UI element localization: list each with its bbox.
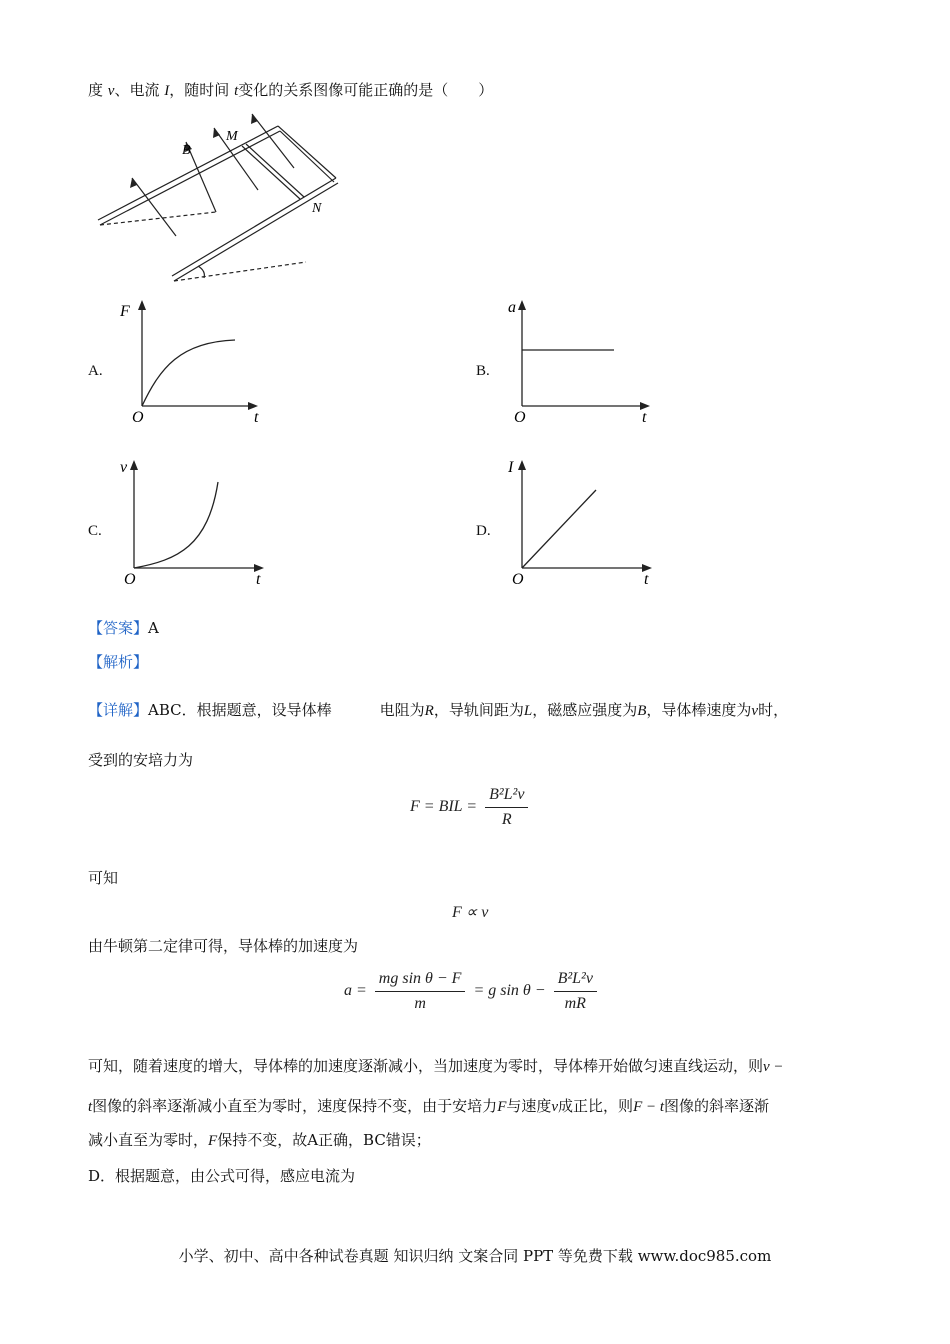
answer-tag: 【答案】: [88, 619, 149, 637]
detail-7c: 保持不变，故A正确，BC错误；: [217, 1131, 431, 1149]
analysis-line: [88, 652, 148, 672]
option-b-label: B.: [476, 363, 490, 379]
eq1-lhs: F = BIL =: [410, 798, 478, 816]
detail-line-6: [88, 1096, 769, 1117]
detail-line-5: [88, 1056, 784, 1077]
eq3-mid: = g sin θ −: [473, 982, 546, 1000]
label-m: M: [226, 129, 238, 144]
option-d-origin: O: [512, 571, 524, 588]
detail-7b: F: [208, 1133, 218, 1149]
detail-var-r: R: [424, 703, 434, 719]
q-text-4: 变化的关系图像可能正确的是（ ）: [238, 81, 494, 99]
detail-var-v: v: [751, 703, 759, 719]
equation-2: F ∝ v: [452, 904, 489, 921]
detail-1c: ，导轨间距为: [433, 701, 524, 719]
option-b-ylabel: a: [508, 299, 516, 316]
detail-6e: v: [551, 1099, 559, 1115]
eq3-denominator-1: m: [414, 995, 426, 1012]
equation-3: [344, 970, 601, 1013]
detail-6a: t: [88, 1099, 93, 1115]
option-d-ylabel: I: [508, 459, 514, 476]
option-c-origin: O: [124, 571, 136, 588]
label-n: N: [312, 201, 322, 216]
option-d-label: D.: [476, 523, 491, 539]
option-a-xlabel: t: [254, 409, 259, 426]
q-var-v: v: [107, 83, 115, 99]
q-text-2: 、电流: [114, 81, 160, 99]
detail-var-b: B: [637, 703, 647, 719]
option-d-xlabel: t: [644, 571, 649, 588]
eq3-denominator-2: mR: [564, 995, 586, 1012]
q-var-i: I: [164, 83, 170, 99]
equation-1: [410, 786, 532, 829]
label-b: B: [182, 143, 191, 158]
detail-5-end: v −: [763, 1059, 784, 1075]
detail-line-3: 可知: [88, 869, 119, 887]
detail-6f: 成正比，则: [558, 1097, 634, 1115]
option-c-graph: [118, 456, 268, 586]
detail-6h: 图像的斜率逐渐: [664, 1097, 770, 1115]
option-d-graph: [506, 456, 656, 586]
option-c-label: C.: [88, 523, 102, 539]
eq1-denominator: R: [501, 811, 512, 828]
answer-value: A: [148, 619, 159, 637]
detail-line-2: 受到的安培力为: [88, 751, 194, 769]
eq3-numerator-1: mg sin θ − F: [375, 970, 466, 992]
option-c-ylabel: v: [120, 459, 128, 476]
detail-6d: 与速度: [506, 1097, 552, 1115]
detail-6b: 图像的斜率逐渐减小直至为零时，速度保持不变，由于安培力: [92, 1097, 498, 1115]
detail-1f: 时，: [758, 701, 789, 719]
q-text-3: ，随时间: [169, 81, 230, 99]
option-a-curve: [142, 340, 235, 406]
question-line: [88, 80, 493, 101]
option-b-origin: O: [514, 409, 526, 426]
detail-7a: 减小直至为零时，: [88, 1131, 209, 1149]
option-a-origin: O: [132, 409, 144, 426]
detail-line-8: D．根据题意，由公式可得，感应电流为: [88, 1167, 356, 1185]
answer-line: [88, 618, 159, 638]
page-footer: 小学、初中、高中各种试卷真题 知识归纳 文案合同 PPT 等免费下载 www.doc985.com: [178, 1247, 772, 1265]
option-d-line: [522, 490, 596, 568]
detail-1d: ，磁感应强度为: [532, 701, 638, 719]
detail-1b: 电阻为: [379, 701, 425, 719]
option-a-graph: [120, 298, 260, 426]
eq1-numerator: B²L²v: [485, 786, 528, 808]
q-var-t: t: [234, 83, 239, 99]
detail-line-1: [88, 700, 788, 721]
option-a-label: A.: [88, 363, 103, 379]
detail-var-l: L: [523, 703, 533, 719]
option-b-graph: [506, 298, 656, 426]
eq3-numerator-2: B²L²v: [554, 970, 597, 992]
detail-5: 可知，随着速度的增大，导体棒的加速度逐渐减小，当加速度为零时，导体棒开始做匀速直线运动，则: [88, 1057, 764, 1075]
detail-1a: ABC．根据题意，设导体棒: [148, 701, 332, 719]
option-c-xlabel: t: [256, 571, 261, 588]
rails-figure: [90, 108, 350, 288]
option-c-curve: [134, 482, 218, 568]
q-text-1: 度: [88, 81, 104, 99]
detail-line-7: [88, 1130, 431, 1151]
option-b-xlabel: t: [642, 409, 647, 426]
option-a-ylabel: F: [120, 303, 130, 320]
detail-tag: 【详解】: [88, 701, 149, 719]
detail-line-4: 由牛顿第二定律可得，导体棒的加速度为: [88, 937, 359, 955]
detail-6g: F − t: [633, 1099, 665, 1115]
detail-1e: ，导体棒速度为: [646, 701, 752, 719]
analysis-tag: 【解析】: [88, 653, 149, 671]
detail-6c: F: [497, 1099, 507, 1115]
eq3-lhs: a =: [344, 982, 367, 1000]
